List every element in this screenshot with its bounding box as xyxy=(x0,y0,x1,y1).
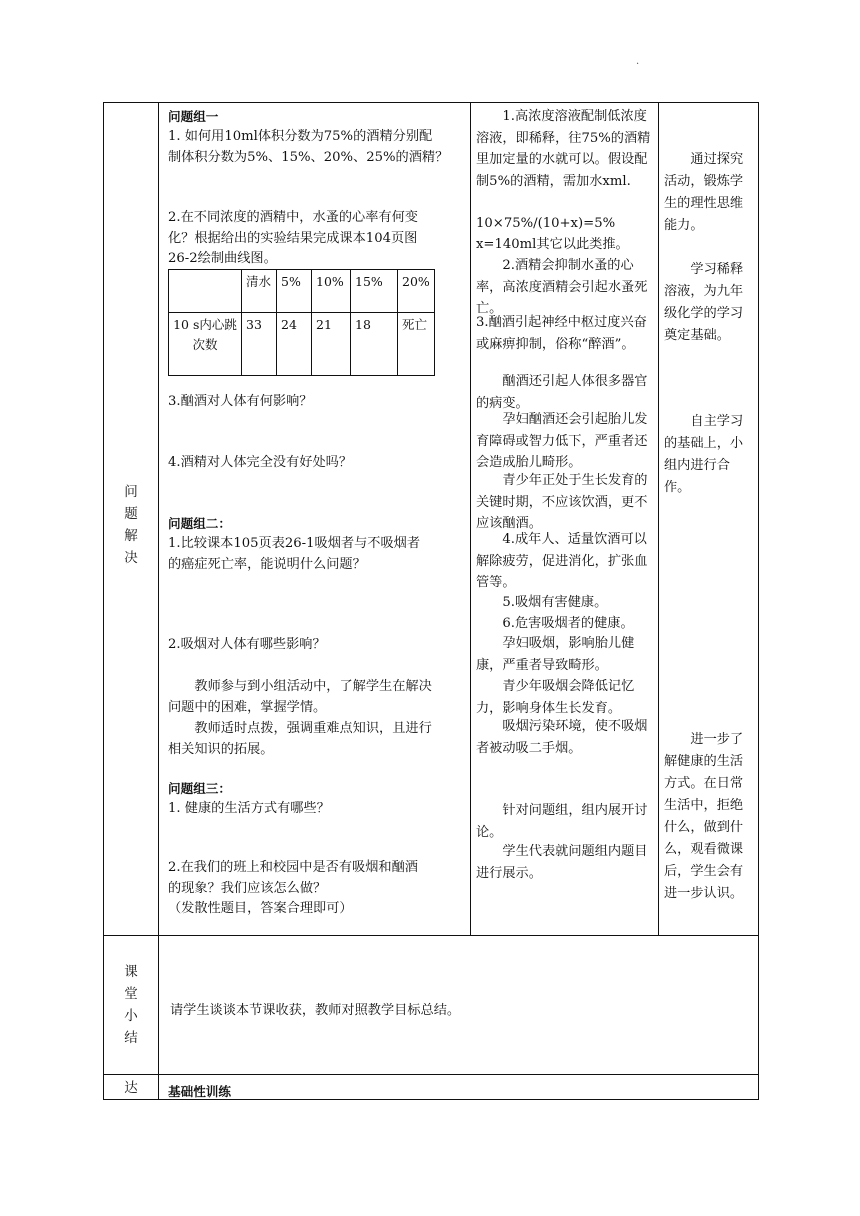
presentation-note: 学生代表就问题组内题目进行展示。 xyxy=(476,844,648,881)
answer-6d: 吸烟污染环境，使不吸烟者被动吸二手烟。 xyxy=(476,719,648,756)
group1-q2-line3: 26-2绘制曲线图。 xyxy=(168,251,277,266)
table-cell: 33 xyxy=(242,313,277,376)
section-label-summary: 课 堂 小 结 xyxy=(124,964,138,1046)
col-divider-student xyxy=(658,103,659,935)
table-header-cell: 20% xyxy=(398,270,435,313)
section-label-reach: 达 xyxy=(124,1080,138,1096)
group3-q2-line1: 2.在我们的班上和校园中是否有吸烟和酗酒 xyxy=(168,860,418,875)
group3-q2-line2: 的现象？我们应该怎么做？ xyxy=(168,881,327,896)
intent-2: 学习稀释溶液，为九年级化学的学习奠定基础。 xyxy=(664,262,744,343)
answer-5: 5.吸烟有害健康。 xyxy=(502,595,608,610)
group1-q1-line2: 制体积分数为5%、15%、20%、25%的酒精？ xyxy=(168,150,449,165)
intent-3: 自主学习的基础上，小组内进行合作。 xyxy=(664,414,744,495)
answer-2: 2.酒精会抑制水蚤的心率，高浓度酒精会引起水蚤死亡。 xyxy=(476,258,648,316)
row-divider-summary xyxy=(104,935,758,936)
group2-q2: 2.吸烟对人体有哪些影响？ xyxy=(168,637,326,652)
teacher-note1-line1: 教师参与到小组活动中，了解学生在解决 xyxy=(194,679,432,694)
group1-title: 问题组一 xyxy=(168,109,219,124)
answer-1-result: x=140ml其它以此类推。 xyxy=(476,237,629,252)
table-cell: 死亡 xyxy=(398,313,435,376)
answer-1: 1.高浓度溶液配制低浓度溶液，即稀释，往75%的酒精里加定量的水就可以。假设配制5%的酒精，需加水xml. xyxy=(476,109,651,189)
group1-q1-line1: 1. 如何用10ml体积分数为75%的酒精分别配 xyxy=(168,129,433,144)
table-cell: 18 xyxy=(351,313,398,376)
answer-3c: 孕妇酗酒还会引起胎儿发育障碍或智力低下，严重者还会造成胎儿畸形。 xyxy=(476,412,648,470)
col-divider-label xyxy=(158,103,159,1099)
table-header-cell: 10% xyxy=(312,270,351,313)
group1-q2-line2: 化？根据给出的实验结果完成课本104页图 xyxy=(168,231,418,246)
group3-q1: 1. 健康的生活方式有哪些？ xyxy=(168,801,330,816)
group2-q1-line2: 的癌症死亡率，能说明什么问题？ xyxy=(168,557,366,572)
table-header-cell: 15% xyxy=(351,270,398,313)
table-header-cell: 清水 xyxy=(242,270,277,313)
table-header-cell: 5% xyxy=(277,270,312,313)
answer-3: 3.酗酒引起神经中枢过度兴奋或麻痹抑制，俗称“醉酒”。 xyxy=(476,315,647,352)
group1-q3: 3.酗酒对人体有何影响？ xyxy=(168,394,313,409)
row-divider-reach xyxy=(104,1074,758,1075)
summary-text: 请学生谈谈本节课收获，教师对照教学目标总结。 xyxy=(170,1003,461,1018)
group3-title: 问题组三： xyxy=(168,781,231,796)
answer-1-formula: 10×75%/(10+x)=5% xyxy=(476,216,616,231)
answer-4: 4.成年人、适量饮酒可以解除疲劳，促进消化，扩张血管等。 xyxy=(476,532,648,590)
answer-3d: 青少年正处于生长发育的关键时期，不应该饮酒，更不应该酗酒。 xyxy=(476,473,648,531)
heart-rate-table xyxy=(168,269,435,376)
lesson-plan-table xyxy=(103,102,759,1100)
answer-6c: 青少年吸烟会降低记忆力，影响身体生长发育。 xyxy=(476,679,635,716)
teacher-note1-line2: 问题中的困难，掌握学情。 xyxy=(168,700,327,715)
table-cell: 24 xyxy=(277,313,312,376)
group1-q2-line1: 2.在不同浓度的酒精中，水蚤的心率有何变 xyxy=(168,210,418,225)
table-cell: 21 xyxy=(312,313,351,376)
discussion-note: 针对问题组，组内展开讨论。 xyxy=(476,803,648,840)
answer-6b: 孕妇吸烟，影响胎儿健康，严重者导致畸形。 xyxy=(476,636,635,673)
teacher-note2-line1: 教师适时点拨，强调重难点知识，且进行 xyxy=(194,721,432,736)
header-mark: . xyxy=(636,56,640,67)
intent-4: 进一步了解健康的生活方式。在日常生活中，拒绝什么，做到什么，观看微课后，学生会有进一步认识。 xyxy=(664,732,744,901)
answer-3b: 酗酒还引起人体很多器官的病变。 xyxy=(476,374,648,411)
answer-6: 6.危害吸烟者的健康。 xyxy=(502,616,634,631)
table-row-label: 10 s内心跳次数 xyxy=(169,313,242,376)
col-divider-teacher xyxy=(470,103,471,935)
group3-q2-line3: （发散性题目，答案合理即可） xyxy=(168,901,353,916)
table-header-cell xyxy=(169,270,242,313)
intent-1: 通过探究活动，锻炼学生的理性思维能力。 xyxy=(664,152,744,233)
group2-title: 问题组二： xyxy=(168,516,231,531)
group1-q4: 4.酒精对人体完全没有好处吗？ xyxy=(168,455,353,470)
teacher-note2-line2: 相关知识的拓展。 xyxy=(168,742,274,757)
section-label-problem-solving: 问 题 解 决 xyxy=(124,484,138,566)
basic-training-heading: 基础性训练 xyxy=(168,1084,231,1099)
group2-q1-line1: 1.比较课本105页表26-1吸烟者与不吸烟者 xyxy=(168,536,421,551)
